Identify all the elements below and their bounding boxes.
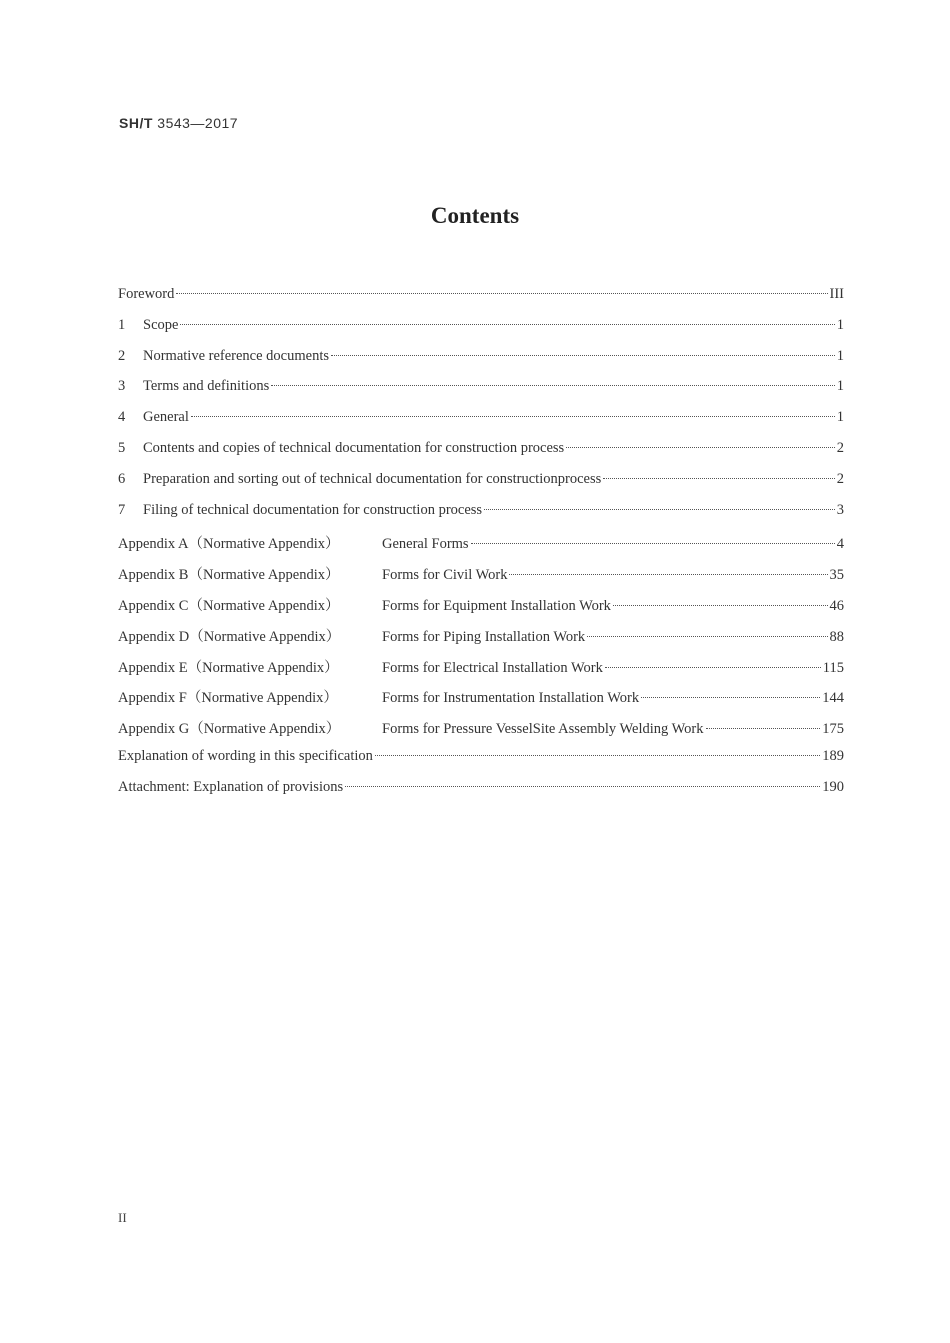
toc-entry-label: Terms and definitions [143, 378, 270, 395]
toc-entry-page: 115 [822, 659, 844, 676]
toc-entry-page: 1 [836, 409, 844, 426]
toc-entry-number: 3 [118, 378, 126, 395]
toc-entry-page: 1 [836, 347, 844, 364]
dot-leader [345, 786, 820, 787]
toc-entry-page: 88 [829, 628, 844, 645]
dot-leader [706, 728, 821, 729]
toc-entry-label: General Forms [382, 536, 469, 553]
toc-entry-page: 3 [836, 501, 844, 518]
toc-entry-label: Contents and copies of technical documentation for construction process [143, 439, 565, 456]
toc-entry-page: 1 [836, 378, 844, 395]
toc-appendix-id: Appendix F（Normative Appendix） [118, 690, 338, 707]
toc-entry-label: Filing of technical documentation for construction process [143, 501, 483, 518]
toc-entry-section-4[interactable] [118, 409, 844, 440]
toc-entry-section-5[interactable] [118, 440, 844, 471]
toc-entry-label: Forms for Instrumentation Installation Work [382, 690, 640, 707]
toc-entry-page: 190 [822, 778, 844, 795]
page-title: Contents [430, 203, 520, 228]
standard-number: 3543—2017 [157, 115, 239, 131]
toc-appendix-id: Appendix B（Normative Appendix） [118, 567, 340, 584]
toc-entry-label: Forms for Pressure VesselSite Assembly Welding Work [382, 721, 704, 738]
toc-appendix-id: Appendix E（Normative Appendix） [118, 659, 339, 676]
toc-entry-number: 1 [118, 316, 126, 333]
toc-appendix-id: Appendix A（Normative Appendix） [118, 536, 340, 553]
toc-entry-number: 7 [118, 501, 126, 518]
toc-entry-section-7[interactable] [118, 502, 844, 533]
toc-entry-number: 6 [118, 470, 126, 487]
toc-entry-explanation[interactable] [118, 748, 844, 779]
toc-entry-number: 2 [118, 347, 126, 364]
dot-leader [191, 416, 835, 417]
toc-entry-label: General [143, 409, 189, 426]
toc-entry-page: III [829, 286, 844, 302]
toc-appendix-id: Appendix C（Normative Appendix） [118, 597, 340, 614]
toc-entry-appendix-e[interactable] [118, 656, 844, 687]
toc-entry-attachment[interactable] [118, 779, 844, 810]
toc-entry-label: Forms for Electrical Installation Work [382, 659, 603, 676]
dot-leader [484, 509, 835, 510]
dot-leader [509, 574, 827, 575]
toc-entry-label: Forms for Equipment Installation Work [382, 597, 611, 614]
toc-entry-page: 2 [836, 439, 844, 456]
dot-leader [180, 324, 834, 325]
toc-entry-label: Preparation and sorting out of technical documentation for constructionprocess [143, 470, 602, 487]
toc-entry-label: Forms for Piping Installation Work [382, 628, 586, 645]
toc-entry-section-2[interactable] [118, 348, 844, 379]
toc-entry-label: Forms for Civil Work [382, 567, 508, 584]
toc-entry-appendix-g[interactable] [118, 717, 844, 748]
toc-entry-appendix-b[interactable] [118, 563, 844, 594]
toc-entry-number: 4 [118, 409, 126, 426]
toc-entry-section-3[interactable] [118, 378, 844, 409]
dot-leader [271, 385, 835, 386]
toc-entry-label: Attachment: Explanation of provisions [118, 778, 344, 795]
toc-entry-foreword[interactable] [118, 286, 844, 317]
dot-leader [603, 478, 835, 479]
toc-entry-page: 189 [822, 747, 844, 764]
dot-leader [566, 447, 835, 448]
page-number: II [118, 1210, 127, 1225]
dot-leader [331, 355, 835, 356]
standard-code: SH/T [119, 115, 153, 131]
toc-entry-label: Explanation of wording in this specification [118, 747, 373, 764]
toc-entry-page: 175 [822, 721, 844, 738]
dot-leader [471, 543, 835, 544]
toc-entry-page: 144 [822, 690, 844, 707]
toc-entry-section-1[interactable] [118, 317, 844, 348]
toc-entry-page: 1 [836, 316, 844, 333]
toc-entry-appendix-a[interactable] [118, 532, 844, 563]
dot-leader [176, 293, 827, 294]
standard-header [119, 115, 238, 131]
toc-entry-number: 5 [118, 439, 126, 456]
dot-leader [641, 697, 820, 698]
toc-entry-appendix-d[interactable] [118, 625, 844, 656]
toc-appendix-id: Appendix D（Normative Appendix） [118, 628, 341, 645]
toc-entry-label: Normative reference documents [143, 347, 329, 364]
toc-entry-appendix-c[interactable] [118, 594, 844, 625]
table-of-contents [118, 286, 844, 810]
dot-leader [613, 605, 828, 606]
toc-entry-page: 35 [829, 567, 844, 584]
toc-entry-section-6[interactable] [118, 471, 844, 502]
toc-entry-page: 4 [836, 536, 844, 553]
dot-leader [605, 667, 821, 668]
toc-entry-page: 2 [836, 470, 844, 487]
toc-appendix-id: Appendix G（Normative Appendix） [118, 721, 341, 738]
dot-leader [587, 636, 827, 637]
toc-entry-page: 46 [829, 597, 844, 614]
toc-entry-label: Scope [143, 316, 179, 333]
toc-entry-label: Foreword [118, 286, 175, 302]
toc-entry-appendix-f[interactable] [118, 686, 844, 717]
dot-leader [375, 755, 820, 756]
